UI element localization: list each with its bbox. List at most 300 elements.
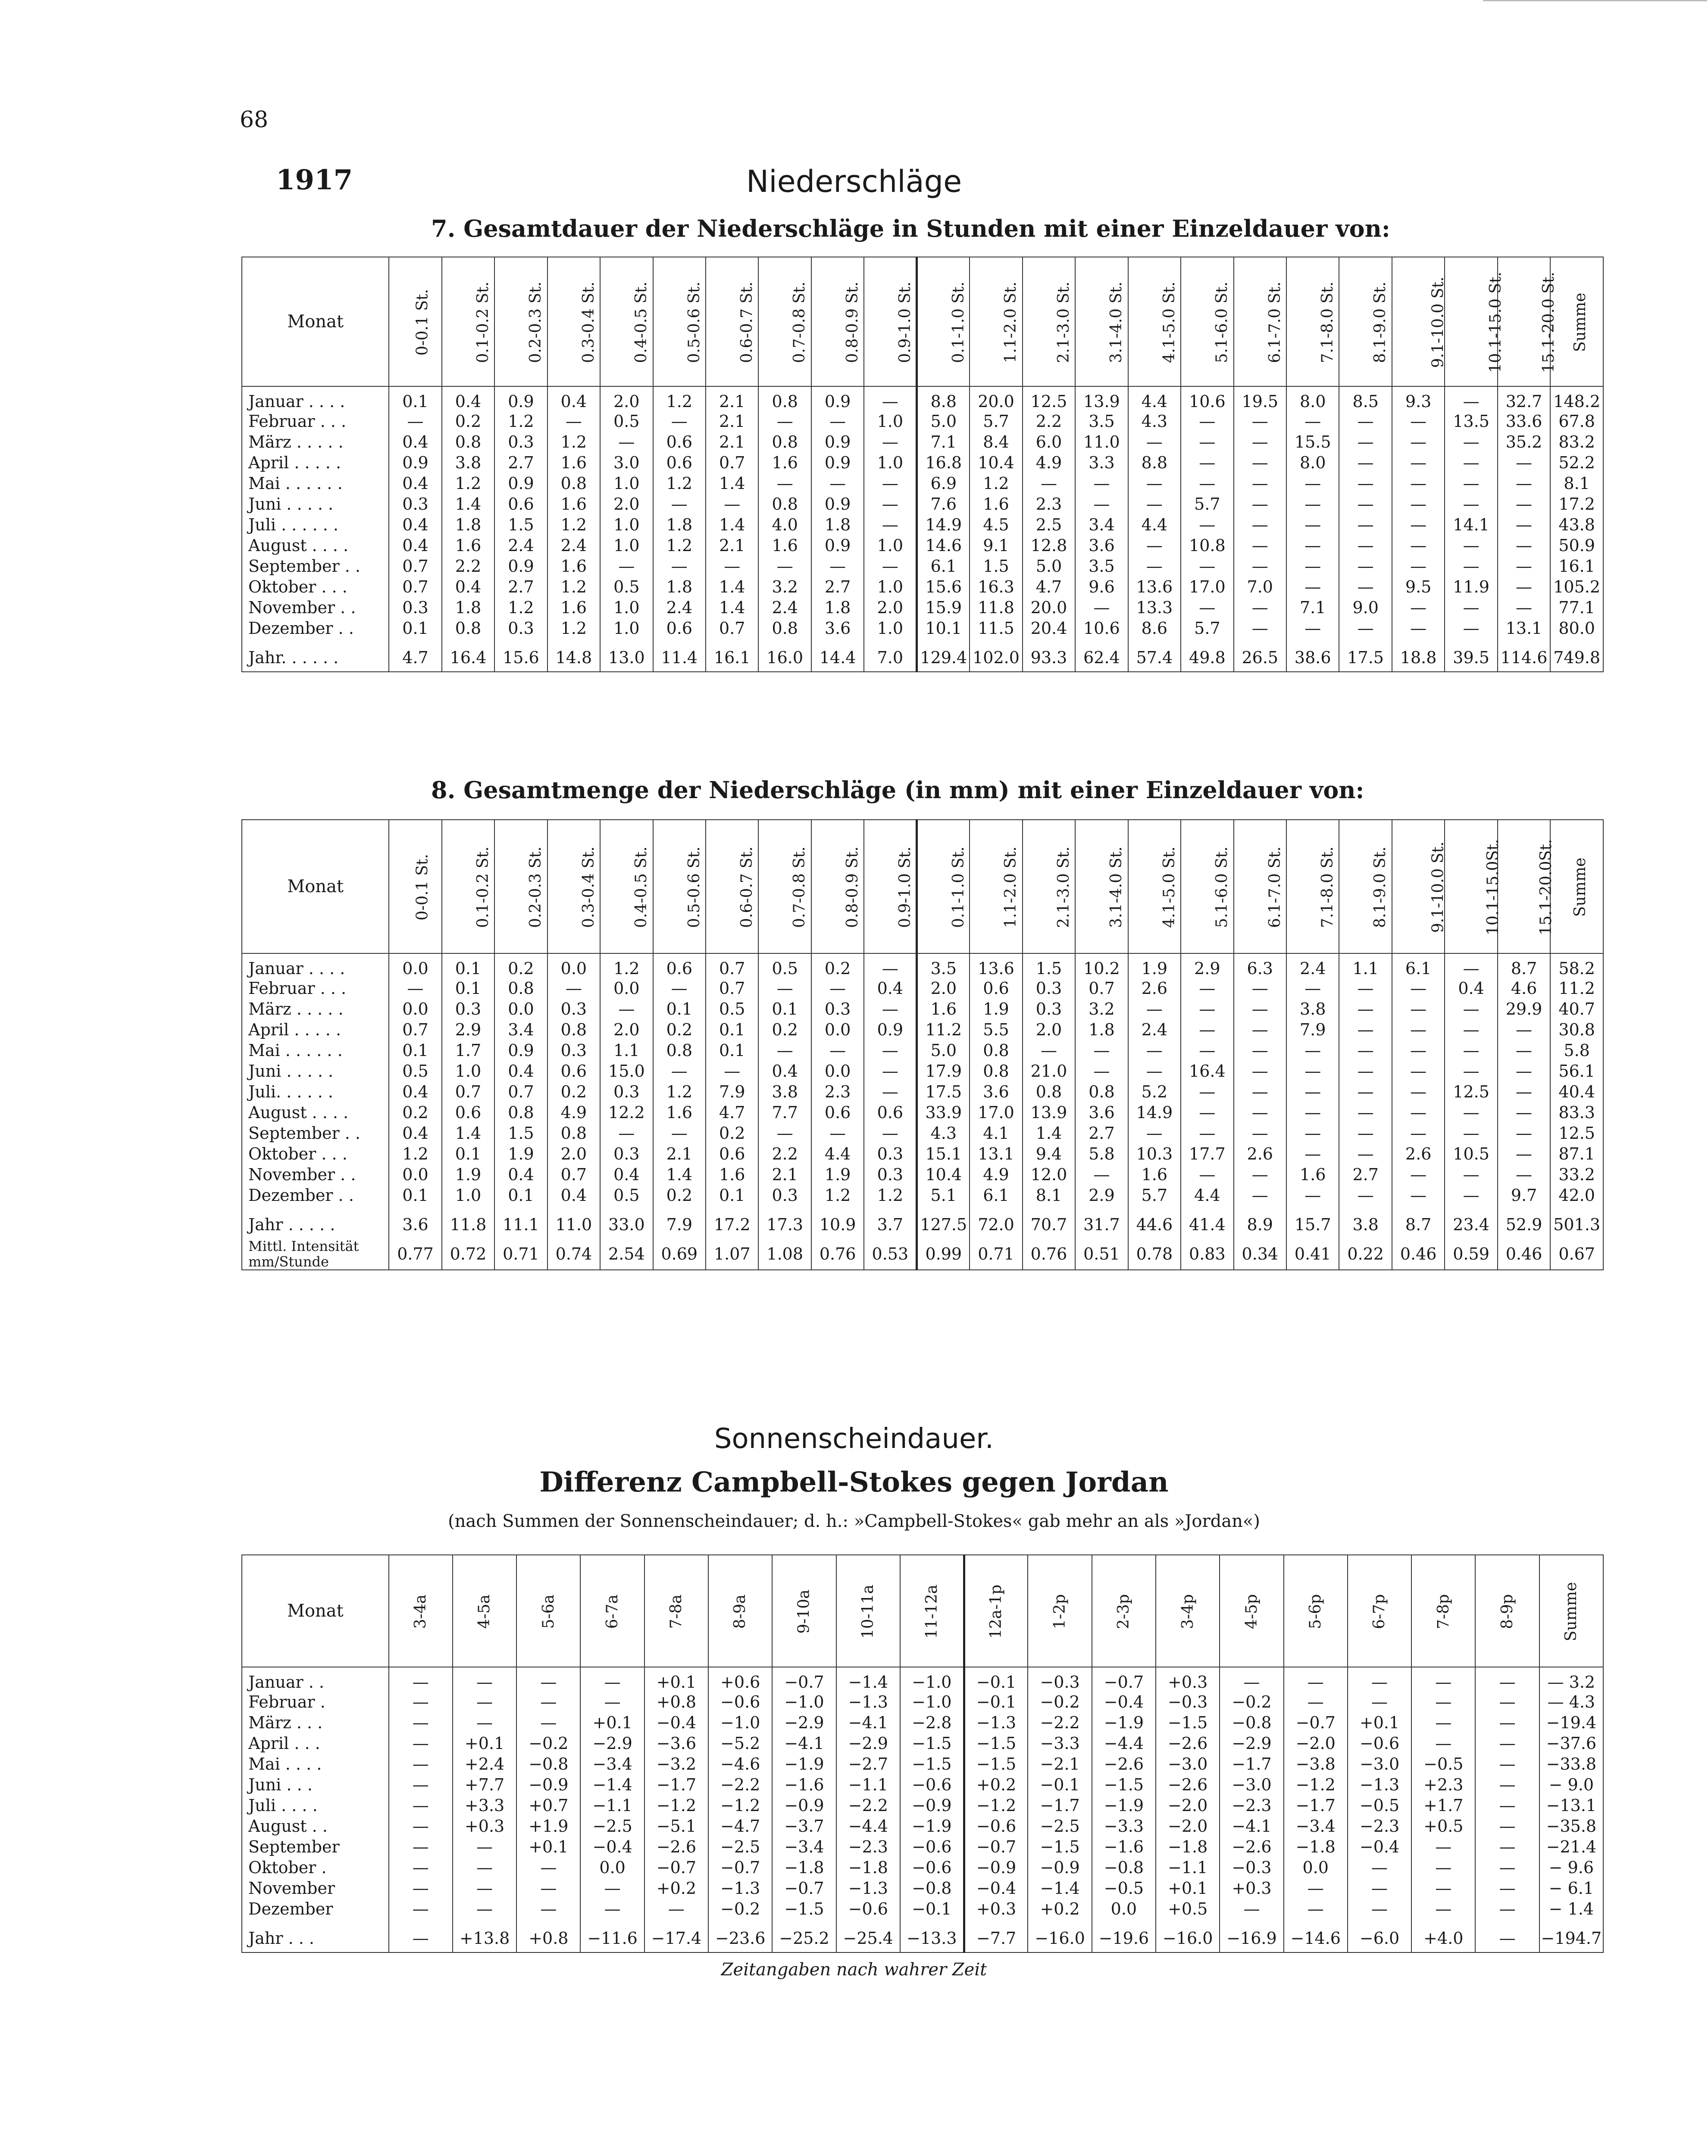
table-cell: — bbox=[644, 1899, 708, 1919]
column-header-label: 6.1-7.0 St. bbox=[1266, 282, 1284, 363]
table-cell: — bbox=[1023, 1040, 1075, 1061]
table-cell: −1.4 bbox=[580, 1774, 644, 1795]
table-row bbox=[242, 999, 1603, 1019]
table-cell: — bbox=[1234, 1019, 1286, 1040]
table-cell: — bbox=[1498, 1040, 1550, 1061]
table-cell: — bbox=[864, 386, 917, 411]
table-cell: −1.5 bbox=[1092, 1774, 1156, 1795]
table-cell: — bbox=[453, 1878, 516, 1899]
table-cell: — bbox=[453, 1836, 516, 1857]
table-cell: 0.22 bbox=[1339, 1238, 1392, 1270]
table-cell: 3.5 bbox=[1075, 556, 1128, 577]
table-cell: 3.5 bbox=[917, 953, 970, 978]
table-cell: 1.5 bbox=[970, 556, 1022, 577]
table-cell: 0.3 bbox=[600, 1144, 653, 1164]
column-header-label: 5-6p bbox=[1307, 1594, 1325, 1630]
table-cell: 127.5 bbox=[917, 1206, 970, 1238]
table-cell: — bbox=[1181, 597, 1233, 618]
table-cell: −0.9 bbox=[772, 1795, 836, 1816]
column-header bbox=[1339, 257, 1392, 386]
table-cell: — bbox=[453, 1857, 516, 1878]
table-cell: +0.2 bbox=[644, 1878, 708, 1899]
table-cell: 1.9 bbox=[1128, 953, 1181, 978]
table-cell: −2.6 bbox=[1092, 1754, 1156, 1774]
table-cell: 87.1 bbox=[1550, 1144, 1603, 1164]
table-cell: 44.6 bbox=[1128, 1206, 1181, 1238]
header-row bbox=[242, 257, 1603, 386]
table-cell: −13.1 bbox=[1539, 1795, 1603, 1816]
table-cell: 8.8 bbox=[1128, 452, 1181, 473]
table-cell: 5.1 bbox=[917, 1185, 970, 1206]
table-cell: 8.7 bbox=[1498, 953, 1550, 978]
table-cell: −4.4 bbox=[1092, 1733, 1156, 1754]
table-cell: 20.0 bbox=[1023, 597, 1075, 618]
row-label: Februar . . . bbox=[242, 411, 389, 432]
table-cell: −0.6 bbox=[1348, 1733, 1411, 1754]
table-cell: 2.1 bbox=[653, 1144, 706, 1164]
table-cell: — bbox=[1284, 1878, 1348, 1899]
table-cell: −0.6 bbox=[900, 1774, 964, 1795]
table-cell: −3.6 bbox=[644, 1733, 708, 1754]
table-cell: 5.0 bbox=[917, 411, 970, 432]
column-header bbox=[1023, 820, 1075, 953]
table-cell: 40.4 bbox=[1550, 1081, 1603, 1102]
table-cell: — bbox=[1411, 1857, 1475, 1878]
table-cell: — bbox=[1339, 1144, 1392, 1164]
table-cell: 0.1 bbox=[706, 1019, 758, 1040]
table-cell: 9.7 bbox=[1498, 1185, 1550, 1206]
table-cell: −37.6 bbox=[1539, 1733, 1603, 1754]
column-header-label: Summe bbox=[1571, 292, 1589, 352]
table-cell: 2.1 bbox=[706, 386, 758, 411]
table-cell: −2.9 bbox=[772, 1712, 836, 1733]
table-cell: 1.6 bbox=[442, 535, 494, 556]
column-header-label: 8.1-9.0 St. bbox=[1371, 846, 1389, 928]
table-cell: 0.71 bbox=[970, 1238, 1022, 1270]
table-cell: — bbox=[1128, 1040, 1181, 1061]
table-cell: +0.2 bbox=[1028, 1899, 1092, 1919]
table-cell: — bbox=[1445, 556, 1497, 577]
column-header-label: 1.1-2.0 St. bbox=[1002, 282, 1020, 363]
table-cell: 17.9 bbox=[917, 1061, 970, 1081]
table-cell: — bbox=[1286, 577, 1339, 597]
table-cell: 2.9 bbox=[442, 1019, 494, 1040]
table-cell: 11.8 bbox=[442, 1206, 494, 1238]
table-cell: — bbox=[580, 1667, 644, 1692]
table-cell: — bbox=[864, 1061, 917, 1081]
table-cell: 1.2 bbox=[653, 1081, 706, 1102]
table-cell: — bbox=[653, 1061, 706, 1081]
table-cell: 1.4 bbox=[442, 1123, 494, 1144]
table-cell: — bbox=[547, 411, 600, 432]
column-header bbox=[706, 257, 758, 386]
table-cell: −0.2 bbox=[516, 1733, 580, 1754]
table-cell: −4.6 bbox=[708, 1754, 772, 1774]
column-header-label: 3-4a bbox=[412, 1594, 430, 1629]
table-cell: — bbox=[1181, 556, 1233, 577]
table-cell: −1.4 bbox=[1028, 1878, 1092, 1899]
table-cell: 49.8 bbox=[1181, 639, 1233, 672]
table-cell: +0.2 bbox=[964, 1774, 1028, 1795]
table-cell: 0.7 bbox=[1075, 978, 1128, 999]
table-cell: — bbox=[1128, 556, 1181, 577]
table-cell: — bbox=[1234, 618, 1286, 639]
table-cell: +1.9 bbox=[516, 1816, 580, 1836]
table-cell: — bbox=[864, 556, 917, 577]
table-cell: 0.3 bbox=[864, 1164, 917, 1185]
row-label: Januar . . . . bbox=[242, 386, 389, 411]
table-cell: 7.1 bbox=[917, 432, 970, 452]
table-cell: −0.4 bbox=[1348, 1836, 1411, 1857]
row-label: August . . . . bbox=[242, 1102, 389, 1123]
table-cell: 5.0 bbox=[917, 1040, 970, 1061]
table-cell: — bbox=[1445, 473, 1497, 494]
table-cell: 1.2 bbox=[970, 473, 1022, 494]
table-cell: −7.7 bbox=[964, 1919, 1028, 1952]
table-cell: 17.7 bbox=[1181, 1144, 1233, 1164]
column-header bbox=[1339, 820, 1392, 953]
table-cell: 1.6 bbox=[547, 556, 600, 577]
row-label: April . . . . . bbox=[242, 1019, 389, 1040]
table-cell: 16.3 bbox=[970, 577, 1022, 597]
table-cell: −4.7 bbox=[708, 1816, 772, 1836]
column-header bbox=[917, 820, 970, 953]
table-cell: — bbox=[1075, 1164, 1128, 1185]
table-cell: — bbox=[1445, 999, 1497, 1019]
table-cell: −2.6 bbox=[644, 1836, 708, 1857]
table-cell: 4.4 bbox=[1128, 514, 1181, 535]
table-cell: 0.2 bbox=[547, 1081, 600, 1102]
table-cell: 93.3 bbox=[1023, 639, 1075, 672]
table-cell: +3.3 bbox=[453, 1795, 516, 1816]
table-cell: — bbox=[1475, 1754, 1539, 1774]
table-cell: −1.1 bbox=[1156, 1857, 1220, 1878]
table-cell: — bbox=[706, 1061, 758, 1081]
table-cell: — bbox=[1498, 1061, 1550, 1081]
table-cell: −1.0 bbox=[772, 1692, 836, 1712]
table-cell: 8.4 bbox=[970, 432, 1022, 452]
table-row bbox=[242, 1878, 1603, 1899]
page-title: Niederschläge bbox=[746, 164, 962, 199]
table-cell: 40.7 bbox=[1550, 999, 1603, 1019]
table-cell: 11.0 bbox=[547, 1206, 600, 1238]
table-cell: — bbox=[1234, 999, 1286, 1019]
duration-table bbox=[241, 257, 1604, 672]
table-cell: — bbox=[1445, 452, 1497, 473]
table-cell: 1.2 bbox=[653, 535, 706, 556]
table-cell: 1.6 bbox=[1286, 1164, 1339, 1185]
sunshine-table bbox=[241, 1554, 1604, 1953]
table-cell: — bbox=[389, 1878, 453, 1899]
table-cell: −194.7 bbox=[1539, 1919, 1603, 1952]
table-cell: 2.0 bbox=[600, 386, 653, 411]
column-header bbox=[644, 1555, 708, 1667]
table-cell: 14.8 bbox=[547, 639, 600, 672]
table-cell: — bbox=[1498, 1019, 1550, 1040]
table-cell: 20.4 bbox=[1023, 618, 1075, 639]
table-cell: 0.0 bbox=[494, 999, 547, 1019]
column-header-label: Summe bbox=[1571, 857, 1589, 917]
table-cell: −0.5 bbox=[1411, 1754, 1475, 1774]
column-header bbox=[1156, 1555, 1220, 1667]
table-cell: 0.7 bbox=[442, 1081, 494, 1102]
table-cell: 0.6 bbox=[653, 432, 706, 452]
table-cell: — bbox=[1392, 556, 1445, 577]
table-cell: 2.1 bbox=[706, 535, 758, 556]
table-cell: — bbox=[1445, 1123, 1497, 1144]
column-header-label: 5.1-6.0 St. bbox=[1213, 846, 1231, 928]
table-cell: −1.8 bbox=[1156, 1836, 1220, 1857]
row-label: Oktober . bbox=[242, 1857, 389, 1878]
column-header-label: 2-3p bbox=[1115, 1594, 1133, 1630]
table-cell: 1.2 bbox=[653, 473, 706, 494]
table-cell: 16.8 bbox=[917, 452, 970, 473]
column-header bbox=[389, 1555, 453, 1667]
table-cell: 2.0 bbox=[547, 1144, 600, 1164]
table-cell: − 9.0 bbox=[1539, 1774, 1603, 1795]
table-cell: 0.0 bbox=[811, 1019, 864, 1040]
column-header-label: 4-5p bbox=[1242, 1594, 1261, 1630]
table-cell: — bbox=[1475, 1878, 1539, 1899]
table-cell: +0.6 bbox=[708, 1667, 772, 1692]
table-cell: 0.4 bbox=[442, 577, 494, 597]
table-cell: −0.6 bbox=[900, 1836, 964, 1857]
table-cell: −2.6 bbox=[1220, 1836, 1283, 1857]
column-header bbox=[1348, 1555, 1411, 1667]
table-cell: −0.4 bbox=[1092, 1692, 1156, 1712]
table-cell: −0.6 bbox=[964, 1816, 1028, 1836]
table-cell: 0.1 bbox=[758, 999, 811, 1019]
table-cell: −0.2 bbox=[1028, 1692, 1092, 1712]
table-cell: 12.5 bbox=[1550, 1123, 1603, 1144]
table-cell: 0.1 bbox=[389, 618, 441, 639]
table-cell: 2.9 bbox=[1181, 953, 1233, 978]
column-header bbox=[600, 257, 653, 386]
table-cell: 5.0 bbox=[1023, 556, 1075, 577]
table-cell: −19.4 bbox=[1539, 1712, 1603, 1733]
table-cell: — bbox=[1286, 494, 1339, 514]
table-cell: — bbox=[1286, 1040, 1339, 1061]
table-cell: 3.7 bbox=[864, 1206, 917, 1238]
column-header-label: 0-0.1 St. bbox=[413, 854, 432, 921]
table-cell: 6.1 bbox=[1392, 953, 1445, 978]
table-cell: 6.0 bbox=[1023, 432, 1075, 452]
table-cell: 0.5 bbox=[600, 577, 653, 597]
table-cell: — bbox=[1411, 1733, 1475, 1754]
table-cell: — bbox=[1286, 411, 1339, 432]
table-cell: — bbox=[1234, 1081, 1286, 1102]
table-cell: 0.51 bbox=[1075, 1238, 1128, 1270]
table-cell: 1.2 bbox=[547, 577, 600, 597]
table-cell: 3.4 bbox=[494, 1019, 547, 1040]
table-cell: — bbox=[811, 473, 864, 494]
table-cell: — bbox=[1498, 1164, 1550, 1185]
table-cell: — bbox=[1128, 1123, 1181, 1144]
table-cell: — bbox=[1475, 1857, 1539, 1878]
table-cell: 0.1 bbox=[706, 1040, 758, 1061]
table-cell: 8.1 bbox=[1023, 1185, 1075, 1206]
table-cell: — bbox=[1498, 473, 1550, 494]
table-row bbox=[242, 1667, 1603, 1692]
table-cell: — bbox=[600, 999, 653, 1019]
table-cell: — 3.2 bbox=[1539, 1667, 1603, 1692]
table-cell: — bbox=[1475, 1816, 1539, 1836]
table-cell: +0.3 bbox=[453, 1816, 516, 1836]
table-cell: 0.1 bbox=[494, 1185, 547, 1206]
table-cell: — bbox=[1392, 1019, 1445, 1040]
table-cell: — bbox=[1392, 535, 1445, 556]
table-cell: 0.8 bbox=[1023, 1081, 1075, 1102]
row-label: September . . bbox=[242, 556, 389, 577]
row-label: März . . . . . bbox=[242, 432, 389, 452]
table-cell: −1.8 bbox=[836, 1857, 900, 1878]
table-cell: 0.9 bbox=[811, 494, 864, 514]
column-header bbox=[389, 257, 441, 386]
table-cell: 4.7 bbox=[1023, 577, 1075, 597]
column-header-label: 2.1-3.0 St. bbox=[1054, 282, 1073, 363]
table-cell: 9.1 bbox=[970, 535, 1022, 556]
table-cell: 0.7 bbox=[389, 577, 441, 597]
table-cell: 0.6 bbox=[547, 1061, 600, 1081]
column-header-label: 0.6-0.7 St. bbox=[738, 846, 756, 928]
table-cell: — bbox=[1392, 978, 1445, 999]
table-cell: 13.9 bbox=[1075, 386, 1128, 411]
table-cell: — bbox=[1181, 473, 1233, 494]
table-cell: 12.0 bbox=[1023, 1164, 1075, 1185]
table-cell: 38.6 bbox=[1286, 639, 1339, 672]
column-header bbox=[1092, 1555, 1156, 1667]
table-cell: 1.2 bbox=[442, 473, 494, 494]
table-cell: — bbox=[864, 1081, 917, 1102]
table-cell: — bbox=[706, 494, 758, 514]
table-cell: 1.4 bbox=[653, 1164, 706, 1185]
table-cell: −25.4 bbox=[836, 1919, 900, 1952]
table-cell: 8.0 bbox=[1286, 452, 1339, 473]
row-label: Mai . . . . . . bbox=[242, 473, 389, 494]
table-cell: — bbox=[1181, 452, 1233, 473]
month-header: Monat bbox=[242, 820, 389, 953]
row-label: Dezember bbox=[242, 1899, 389, 1919]
table-row bbox=[242, 1774, 1603, 1795]
column-header bbox=[758, 820, 811, 953]
table-cell: 0.8 bbox=[758, 386, 811, 411]
table-cell: 0.3 bbox=[758, 1185, 811, 1206]
table-cell: 0.3 bbox=[389, 597, 441, 618]
table-cell: — bbox=[1286, 1123, 1339, 1144]
column-header-label: 0.8-0.9 St. bbox=[843, 282, 861, 363]
table-cell: 0.4 bbox=[547, 386, 600, 411]
table-cell: 1.0 bbox=[864, 452, 917, 473]
table-cell: — bbox=[1234, 1164, 1286, 1185]
table-cell: 0.6 bbox=[706, 1144, 758, 1164]
table-cell: 2.7 bbox=[494, 452, 547, 473]
table-cell: 4.4 bbox=[1128, 386, 1181, 411]
table-cell: +0.1 bbox=[1156, 1878, 1220, 1899]
table-cell: −1.2 bbox=[964, 1795, 1028, 1816]
table-cell: 30.8 bbox=[1550, 1019, 1603, 1040]
table-cell: +0.8 bbox=[516, 1919, 580, 1952]
table-cell: 9.6 bbox=[1075, 577, 1128, 597]
table-cell: 4.5 bbox=[970, 514, 1022, 535]
table-cell: 23.4 bbox=[1445, 1206, 1497, 1238]
table-cell: — bbox=[1498, 1081, 1550, 1102]
column-header bbox=[706, 820, 758, 953]
table-cell: — bbox=[1498, 1123, 1550, 1144]
table-cell: −5.1 bbox=[644, 1816, 708, 1836]
table-cell: — bbox=[1023, 473, 1075, 494]
table-cell: 72.0 bbox=[970, 1206, 1022, 1238]
table-row bbox=[242, 1185, 1603, 1206]
table-cell: 1.2 bbox=[494, 411, 547, 432]
table-cell: 12.8 bbox=[1023, 535, 1075, 556]
table-cell: — bbox=[1445, 1061, 1497, 1081]
table-row bbox=[242, 1857, 1603, 1878]
table-cell: 0.71 bbox=[494, 1238, 547, 1270]
table-cell: 17.0 bbox=[970, 1102, 1022, 1123]
table-cell: 7.0 bbox=[864, 639, 917, 672]
column-header-label: 0.1-1.0 St. bbox=[950, 846, 968, 928]
table-row bbox=[242, 618, 1603, 639]
table-cell: — bbox=[1339, 556, 1392, 577]
table-cell: 6.3 bbox=[1234, 953, 1286, 978]
table-cell: 2.7 bbox=[1075, 1123, 1128, 1144]
table-cell: 10.5 bbox=[1445, 1144, 1497, 1164]
table-cell: −19.6 bbox=[1092, 1919, 1156, 1952]
table-cell: 0.4 bbox=[547, 1185, 600, 1206]
table-cell: 10.8 bbox=[1181, 535, 1233, 556]
table-cell: 5.7 bbox=[1181, 494, 1233, 514]
table-cell: 1.0 bbox=[600, 597, 653, 618]
table-row bbox=[242, 1899, 1603, 1919]
table-cell: 0.4 bbox=[494, 1164, 547, 1185]
table-cell: +0.5 bbox=[1411, 1816, 1475, 1836]
table-cell: — bbox=[758, 473, 811, 494]
table-cell: 1.5 bbox=[494, 514, 547, 535]
table-cell: 0.1 bbox=[653, 999, 706, 1019]
table-cell: 32.7 bbox=[1498, 386, 1550, 411]
table-cell: — bbox=[1445, 386, 1497, 411]
table-cell: −0.1 bbox=[900, 1899, 964, 1919]
table-cell: — bbox=[516, 1667, 580, 1692]
row-label: Januar . . bbox=[242, 1667, 389, 1692]
table-cell: −0.7 bbox=[1284, 1712, 1348, 1733]
table-cell: −1.7 bbox=[1028, 1795, 1092, 1816]
table-cell: 3.6 bbox=[811, 618, 864, 639]
table-cell: 2.3 bbox=[1023, 494, 1075, 514]
table-cell: 58.2 bbox=[1550, 953, 1603, 978]
table-cell: 1.4 bbox=[706, 577, 758, 597]
table-cell: 0.8 bbox=[547, 1019, 600, 1040]
table-cell: 1.4 bbox=[706, 597, 758, 618]
row-label: Januar . . . . bbox=[242, 953, 389, 978]
table-row bbox=[242, 577, 1603, 597]
table-cell: 1.9 bbox=[970, 999, 1022, 1019]
table-cell: 4.1 bbox=[970, 1123, 1022, 1144]
table-cell: 15.6 bbox=[494, 639, 547, 672]
table-cell: — bbox=[516, 1857, 580, 1878]
column-header-label: 0.5-0.6 St. bbox=[685, 282, 703, 363]
table-cell: 41.4 bbox=[1181, 1206, 1233, 1238]
table-cell: — bbox=[1498, 535, 1550, 556]
table-cell: 15.7 bbox=[1286, 1206, 1339, 1238]
table-cell: — bbox=[1348, 1857, 1411, 1878]
table-cell: 0.1 bbox=[706, 1185, 758, 1206]
table-cell: — bbox=[516, 1712, 580, 1733]
table-cell: −0.2 bbox=[708, 1899, 772, 1919]
table-cell: −1.5 bbox=[964, 1733, 1028, 1754]
table-cell: — bbox=[1411, 1692, 1475, 1712]
table-cell: — bbox=[1339, 514, 1392, 535]
